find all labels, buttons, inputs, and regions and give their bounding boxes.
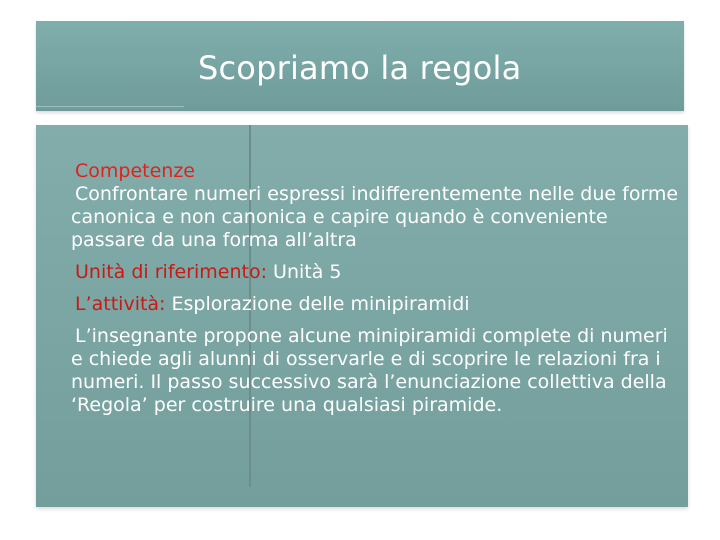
attivita-value: Esplorazione delle minipiramidi — [165, 293, 470, 315]
body-text — [71, 160, 685, 417]
title-underline — [36, 106, 184, 107]
descrizione-paragraph — [71, 325, 685, 417]
competenze-paragraph — [71, 183, 685, 252]
competenze-text: Confrontare numeri espressi indifferentemente nelle due forme canonica e non canonica e capire quando è conveniente passare da una forma all’altra — [71, 183, 679, 251]
competenze-heading — [71, 160, 685, 183]
unita-paragraph — [71, 261, 685, 284]
unita-label: Unità di riferimento: — [75, 261, 268, 283]
competenze-label: Competenze — [75, 160, 195, 182]
unita-value: Unità 5 — [267, 261, 342, 283]
slide-title: Scopriamo la regola — [198, 49, 522, 87]
attivita-label: L’attività: — [75, 293, 166, 315]
descrizione-text: L’insegnante propone alcune minipiramidi complete di numeri e chiede agli alunni di osservarle e di scoprire le relazioni fra i numeri. Il passo successivo sarà l’enunciazione collettiva della ‘Regola’ per costruire una qualsiasi piramide. — [71, 325, 668, 416]
attivita-paragraph — [71, 293, 685, 316]
title-bar — [36, 21, 684, 111]
